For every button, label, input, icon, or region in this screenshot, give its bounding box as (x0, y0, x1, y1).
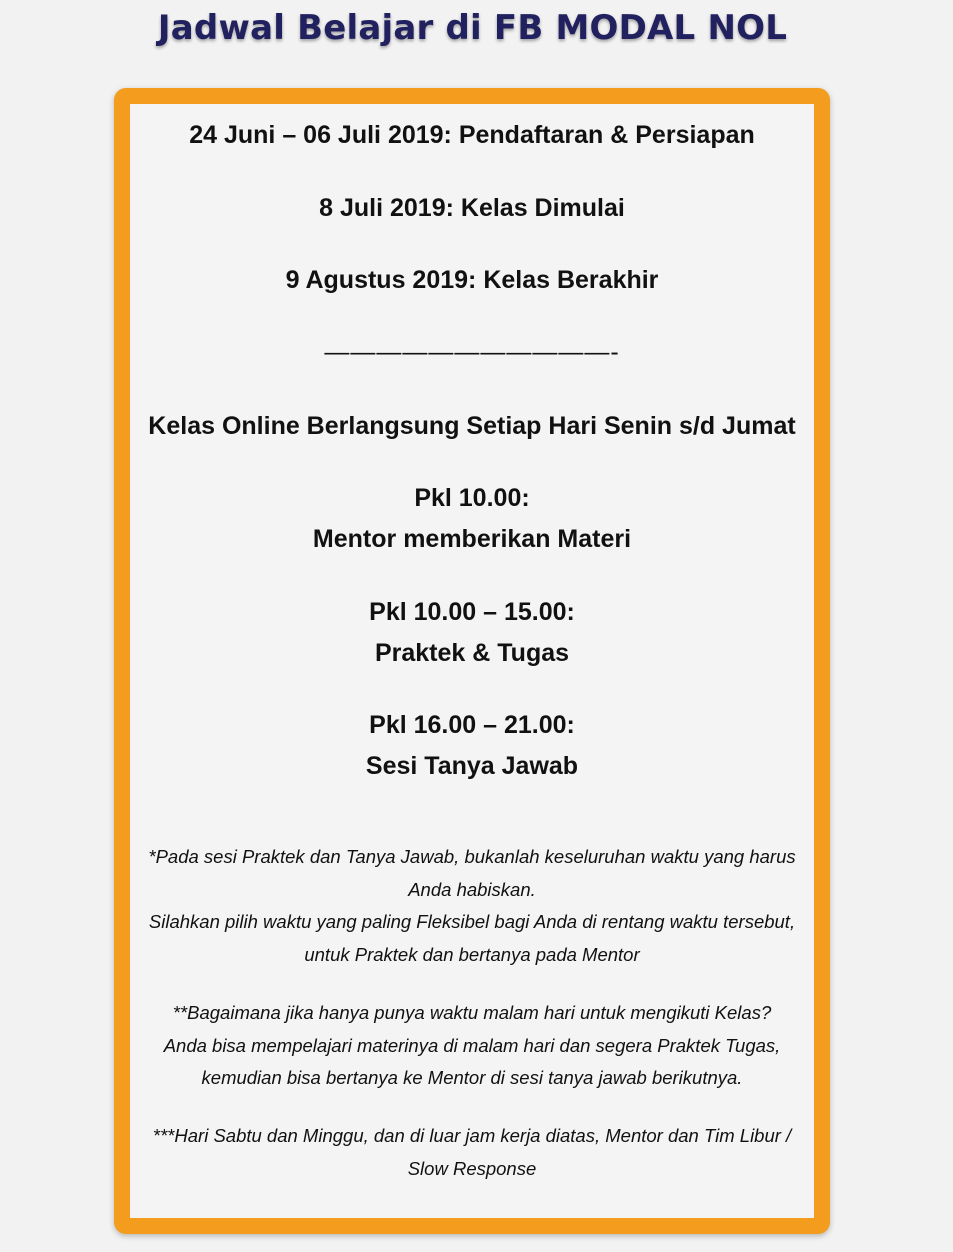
note-line: Anda habiskan. (408, 878, 536, 900)
note-line: Silahkan pilih waktu yang paling Fleksibel bagi Anda di rentang waktu tersebut, (148, 911, 796, 932)
session-activity: Praktek & Tugas (374, 639, 570, 667)
session-activity: Sesi Tanya Jawab (365, 752, 579, 780)
session-time: Pkl 10.00 – 15.00: (369, 598, 575, 626)
schedule-card (114, 88, 830, 1234)
note-line: ***Hari Sabtu dan Minggu, dan di luar jam kerja diatas, Mentor dan Tim Libur / (152, 1125, 792, 1146)
note-line: Anda bisa mempelajari materinya di malam hari dan segera Praktek Tugas, (163, 1034, 781, 1056)
note-line: untuk Praktek dan bertanya pada Mentor (304, 943, 640, 965)
session-activity: Mentor memberikan Materi (312, 525, 632, 553)
note-line: **Bagaimana jika hanya punya waktu malam hari untuk mengikuti Kelas? (172, 1002, 772, 1023)
registration-period: 24 Juni – 06 Juli 2019: Pendaftaran & Persiapan (189, 121, 755, 149)
note-evening-study (130, 997, 814, 1095)
session-time: Pkl 10.00: (414, 484, 530, 512)
class-end-date: 9 Agustus 2019: Kelas Berakhir (285, 266, 659, 294)
note-line: *Pada sesi Praktek dan Tanya Jawab, bukanlah keseluruhan waktu yang harus (148, 846, 796, 867)
note-practice-flexibility (130, 841, 814, 971)
page-title: Jadwal Belajar di FB MODAL NOL (157, 8, 788, 48)
note-line: Slow Response (407, 1157, 537, 1179)
note-weekend (130, 1120, 814, 1185)
session-time: Pkl 16.00 – 21.00: (369, 711, 575, 739)
note-line: kemudian bisa bertanya ke Mentor di sesi tanya jawab berikutnya. (201, 1067, 743, 1088)
weekday-note: Kelas Online Berlangsung Setiap Hari Senin s/d Jumat (148, 412, 796, 440)
divider: ———————————- (324, 338, 620, 366)
class-start-date: 8 Juli 2019: Kelas Dimulai (319, 194, 625, 222)
